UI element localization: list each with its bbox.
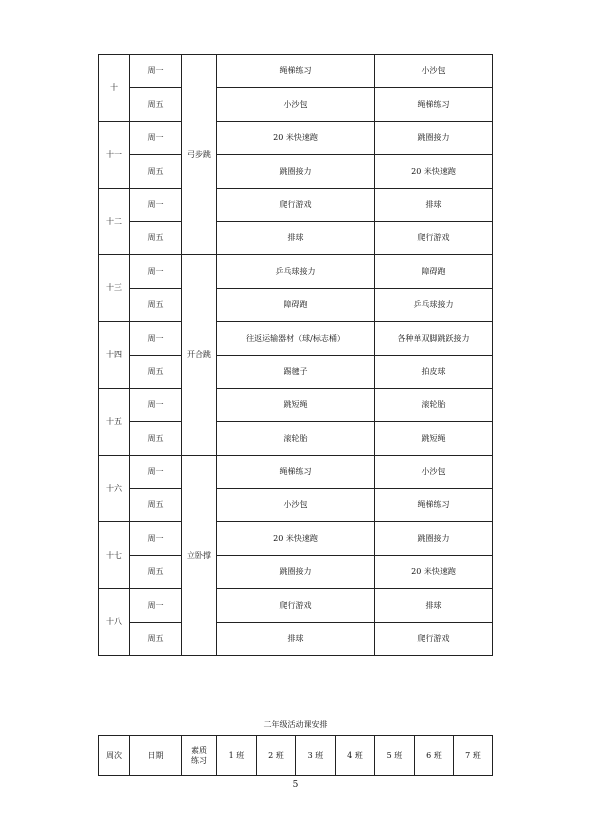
activity-cell: 绳梯练习 [217, 55, 375, 88]
activity-cell: 20 米快速跑 [217, 522, 375, 555]
activity-cell: 排球 [375, 589, 493, 622]
activity-cell: 乒乓球接力 [217, 255, 375, 288]
activity-cell: 排球 [375, 188, 493, 221]
schedule-row [99, 221, 493, 254]
activity-cell: 跳圈接力 [375, 121, 493, 154]
schedule-row [99, 255, 493, 288]
schedule-row [99, 288, 493, 321]
day-cell: 周五 [130, 221, 182, 254]
activity-cell: 排球 [217, 221, 375, 254]
schedule-row [99, 489, 493, 522]
grade2-schedule-table [98, 735, 493, 776]
activity-cell: 小沙包 [375, 55, 493, 88]
activity-cell: 滚轮胎 [217, 422, 375, 455]
schedule-row [99, 522, 493, 555]
skill-cell: 弓步跳 [182, 55, 217, 255]
schedule-row [99, 322, 493, 355]
activity-cell: 跳短绳 [375, 422, 493, 455]
day-cell: 周一 [130, 121, 182, 154]
page-number: 5 [292, 780, 299, 790]
activity-cell: 障碍跑 [375, 255, 493, 288]
day-cell: 周一 [130, 255, 182, 288]
day-cell: 周五 [130, 555, 182, 588]
skill-cell: 开合跳 [182, 255, 217, 455]
activity-cell: 跳短绳 [217, 388, 375, 421]
day-cell: 周五 [130, 288, 182, 321]
activity-cell: 跳圈接力 [375, 522, 493, 555]
week-cell: 十六 [99, 455, 130, 522]
day-cell: 周一 [130, 188, 182, 221]
week-cell: 十 [99, 55, 130, 122]
header-cell: 1 班 [217, 736, 257, 776]
header-cell: 周次 [99, 736, 130, 776]
schedule-row [99, 88, 493, 121]
activity-cell: 踢毽子 [217, 355, 375, 388]
week-cell: 十五 [99, 388, 130, 455]
day-cell: 周一 [130, 522, 182, 555]
activity-cell: 爬行游戏 [217, 589, 375, 622]
activity-cell: 小沙包 [217, 489, 375, 522]
schedule-row [99, 155, 493, 188]
day-cell: 周一 [130, 55, 182, 88]
schedule-row [99, 455, 493, 488]
activity-cell: 小沙包 [375, 455, 493, 488]
activity-cell: 往返运输器材（球/标志桶） [217, 322, 375, 355]
activity-cell: 20 米快速跑 [375, 155, 493, 188]
activity-cell: 跳圈接力 [217, 155, 375, 188]
activity-cell: 滚轮胎 [375, 388, 493, 421]
header-cell: 7 班 [454, 736, 493, 776]
schedule-row [99, 388, 493, 421]
week-cell: 十四 [99, 322, 130, 389]
activity-cell: 20 米快速跑 [375, 555, 493, 588]
day-cell: 周五 [130, 422, 182, 455]
activity-cell: 拍皮球 [375, 355, 493, 388]
skill-cell: 立卧撑 [182, 455, 217, 655]
schedule-row [99, 55, 493, 88]
week-cell: 十八 [99, 589, 130, 656]
activity-cell: 小沙包 [217, 88, 375, 121]
activity-cell: 各种单双脚跳跃接力 [375, 322, 493, 355]
activity-cell: 乒乓球接力 [375, 288, 493, 321]
activity-cell: 绳梯练习 [217, 455, 375, 488]
day-cell: 周五 [130, 489, 182, 522]
day-cell: 周五 [130, 155, 182, 188]
week-cell: 十二 [99, 188, 130, 255]
schedule-row [99, 422, 493, 455]
week-cell: 十一 [99, 121, 130, 188]
grade2-title: 二年级活动课安排 [263, 720, 328, 729]
header-cell: 5 班 [375, 736, 415, 776]
header-cell: 日期 [130, 736, 182, 776]
schedule-row [99, 622, 493, 655]
header-cell: 素质 练习 [182, 736, 217, 776]
day-cell: 周一 [130, 589, 182, 622]
schedule-row [99, 555, 493, 588]
day-cell: 周一 [130, 455, 182, 488]
activity-cell: 爬行游戏 [217, 188, 375, 221]
activity-cell: 绳梯练习 [375, 88, 493, 121]
header-cell: 4 班 [336, 736, 375, 776]
activity-schedule-table [98, 54, 493, 656]
activity-cell: 爬行游戏 [375, 221, 493, 254]
day-cell: 周五 [130, 355, 182, 388]
activity-cell: 爬行游戏 [375, 622, 493, 655]
day-cell: 周一 [130, 322, 182, 355]
activity-cell: 跳圈接力 [217, 555, 375, 588]
header-cell: 6 班 [415, 736, 454, 776]
activity-cell: 20 米快速跑 [217, 121, 375, 154]
grade2-header-row [99, 736, 493, 776]
schedule-row [99, 589, 493, 622]
header-cell: 2 班 [257, 736, 296, 776]
schedule-row [99, 188, 493, 221]
activity-cell: 排球 [217, 622, 375, 655]
schedule-row [99, 355, 493, 388]
day-cell: 周一 [130, 388, 182, 421]
week-cell: 十三 [99, 255, 130, 322]
week-cell: 十七 [99, 522, 130, 589]
schedule-row [99, 121, 493, 154]
header-cell: 3 班 [296, 736, 336, 776]
day-cell: 周五 [130, 622, 182, 655]
day-cell: 周五 [130, 88, 182, 121]
activity-cell: 绳梯练习 [375, 489, 493, 522]
activity-cell: 障碍跑 [217, 288, 375, 321]
